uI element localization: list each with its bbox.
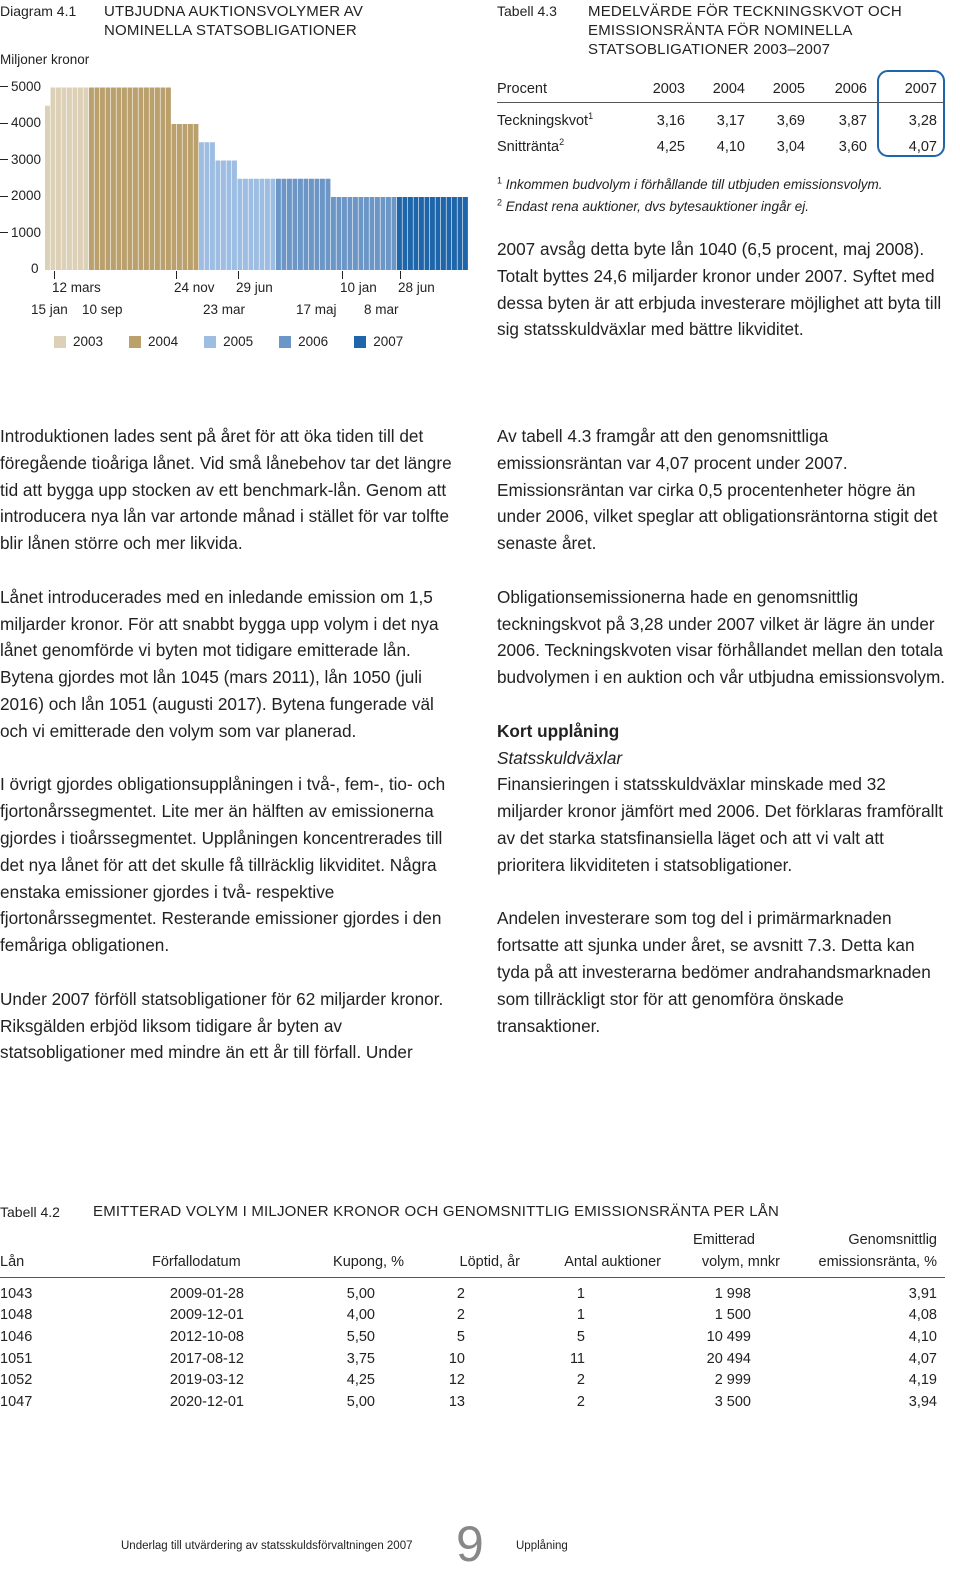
bar-2006: [386, 197, 391, 270]
table42-cell: 1047: [0, 1393, 33, 1410]
table42-cell: 4,07: [908, 1350, 937, 1367]
bar-2005: [227, 161, 232, 271]
table43-header-cell: Procent: [497, 81, 547, 97]
bar-2004: [177, 124, 182, 270]
table42-cell: 5: [576, 1328, 585, 1345]
legend-label: 2006: [298, 334, 329, 349]
x-tick-label: 28 jun: [398, 280, 435, 295]
bar-2006: [348, 197, 353, 270]
bar-2007: [425, 197, 430, 270]
legend-label: 2004: [148, 334, 179, 349]
footnote-text: Endast rena auktioner, dvs bytesauktioner ingår ej.: [505, 199, 809, 214]
y-tick-label: 0: [31, 261, 39, 276]
page-number: 9: [456, 1516, 484, 1572]
bar-2004: [111, 88, 116, 271]
legend-item: [129, 334, 178, 349]
table42-cell: 2019-03-12: [169, 1372, 244, 1389]
bar-2007: [452, 197, 457, 270]
bar-2007: [397, 197, 402, 270]
table42: [0, 1283, 945, 1413]
table42-header-cell: Antal auktioner: [564, 1254, 661, 1270]
table43-footnotes: [497, 174, 882, 218]
bar-2003: [62, 88, 67, 271]
bar-2005: [271, 179, 276, 270]
x-tick-label: 10 jan: [340, 280, 377, 295]
table42-title: EMITTERAD VOLYM I MILJONER KRONOR OCH GENOMSNITTLIG EMISSIONSRÄNTA PER LÅN: [93, 1203, 779, 1220]
table43-header-cell: 2007: [904, 81, 937, 97]
y-tick-label: 2000: [0, 188, 41, 203]
table42-cell: 2012-10-08: [169, 1328, 244, 1345]
table42-cell: 1: [576, 1307, 585, 1324]
table43-label: Tabell 4.3: [497, 3, 557, 19]
footnote: [497, 174, 882, 196]
diagram-label: Diagram 4.1: [0, 3, 77, 19]
table42-header-top: Genomsnittlig: [848, 1232, 937, 1248]
table42-cell: 2009-12-01: [169, 1307, 244, 1324]
footer-section: Upplåning: [516, 1540, 568, 1552]
bar-2005: [249, 179, 254, 270]
table42-cell: 2009-01-28: [169, 1285, 244, 1302]
legend-label: 2007: [373, 334, 404, 349]
table42-header-cell: Lån: [0, 1254, 25, 1270]
footnote-text: Inkommen budvolym i förhållande till utbjuden emissionsvolym.: [505, 177, 883, 192]
table42-cell: 5,50: [346, 1328, 375, 1345]
table43-title-line: EMISSIONSRÄNTA FÖR NOMINELLA: [588, 22, 853, 39]
table42-cell: 2020-12-01: [169, 1393, 244, 1410]
paragraph: Introduktionen lades sent på året för att öka tiden till det föregående tioåriga lånet. Vid små lånebehov tar det längre tid att bygga upp stocken av ett benchmark-lån. Genom att introducera nya lån var artonde månad i stället för var tolfte blir lånen större och mer likvida.: [0, 426, 452, 554]
bar-2003: [78, 88, 83, 271]
table43-header-cell: 2003: [652, 81, 685, 97]
table43-cell: 3,60: [838, 139, 867, 155]
bar-2006: [342, 197, 347, 270]
bar-2006: [359, 197, 364, 270]
legend-item: [54, 334, 103, 349]
table43: [497, 76, 937, 160]
right-top-paragraph: 2007 avsåg detta byte lån 1040 (6,5 procent, maj 2008). Totalt byttes 24,6 miljarder kronor under 2007. Syftet med dessa byten är att erbjuda investerare möjlighet att byta till sig statsskuldväxlar med bättre likviditet.: [497, 239, 942, 340]
bar-2007: [419, 197, 424, 270]
table43-row: [497, 108, 937, 134]
section-heading: Kort upplåning: [497, 720, 620, 741]
table42-cell: 4,00: [346, 1307, 375, 1324]
table42-cell: 10 499: [706, 1328, 751, 1345]
bar-2006: [392, 197, 397, 270]
table43-header-cell: 2004: [712, 81, 745, 97]
x-tick-mark: [238, 271, 239, 279]
table42-cell: 2: [576, 1393, 585, 1410]
bar-2004: [155, 88, 160, 271]
paragraph: Under 2007 förföll statsobligationer för 62 miljarder kronor. Riksgälden erbjöd liksom tidigare år byten av statsobligationer med mindre än ett år till förfall. Under: [0, 988, 444, 1063]
table42-header: [0, 1232, 945, 1278]
footnote-marker: 2: [559, 137, 565, 148]
paragraph: Andelen investerare som tog del i primärmarknaden fortsatte att sjunka under året, se avsnitt 7.3. Detta kan tyda på att investerarna bedömer andrahandsmarknaden som tillräckligt stor för att genomföra önskade transaktioner.: [497, 908, 931, 1036]
legend-swatch: [54, 336, 66, 348]
table42-cell: 13: [448, 1393, 465, 1410]
bar-2003: [45, 106, 50, 270]
table43-row-label: [497, 134, 627, 160]
bar-2005: [199, 142, 204, 270]
row-label-text: Snittränta: [497, 139, 560, 155]
table42-cell: 4,19: [908, 1372, 937, 1389]
table43-header-cell: 2005: [772, 81, 805, 97]
section-subheading: Statsskuldväxlar: [497, 747, 623, 768]
bar-2004: [117, 88, 122, 271]
table43-cell: 4,10: [716, 139, 745, 155]
x-tick-label: 8 mar: [364, 302, 399, 317]
table42-label: Tabell 4.2: [0, 1204, 60, 1220]
y-tick-label: 3000: [0, 152, 41, 167]
y-tick-label: 4000: [0, 115, 41, 130]
bar-2007: [408, 197, 413, 270]
bar-2004: [188, 124, 193, 270]
table43-header-row: [497, 76, 937, 102]
paragraph: Av tabell 4.3 framgår att den genomsnittliga emissionsräntan var 4,07 procent under 2007. Emissionsräntan var cirka 0,5 procentenheter högre än under 2006, vilket speglar att obligationsräntorna stigit det senaste året.: [497, 426, 938, 554]
bar-2004: [128, 88, 133, 271]
table42-cell: 3,91: [908, 1285, 937, 1302]
table42-header-cell: Löptid, år: [459, 1254, 520, 1270]
bar-2004: [161, 88, 166, 271]
footnote-marker: 1: [588, 111, 594, 122]
bar-2004: [95, 88, 100, 271]
table43-cell: 3,69: [776, 113, 805, 129]
bar-2005: [260, 179, 265, 270]
diagram-unit: Miljoner kronor: [0, 52, 90, 67]
table42-cell: 5: [456, 1328, 465, 1345]
bar-2005: [243, 179, 248, 270]
table43-cell: 3,17: [716, 113, 745, 129]
bar-2007: [436, 197, 441, 270]
bar-2007: [414, 197, 419, 270]
table42-cell: 3 500: [714, 1393, 751, 1410]
bar-2006: [375, 197, 380, 270]
bar-2004: [133, 88, 138, 271]
x-tick-label: 12 mars: [52, 280, 101, 295]
table42-cell: 1052: [0, 1372, 33, 1389]
bar-2005: [265, 179, 270, 270]
bar-2006: [298, 179, 303, 270]
table42-cell: 1051: [0, 1350, 33, 1367]
bar-2003: [73, 88, 78, 271]
bar-2006: [381, 197, 386, 270]
left-column: [0, 423, 452, 1066]
x-tick-mark: [400, 271, 401, 279]
bar-2004: [144, 88, 149, 271]
bar-2006: [309, 179, 314, 270]
x-tick-label: 17 maj: [296, 302, 337, 317]
bar-2004: [172, 124, 177, 270]
bar-2006: [331, 197, 336, 270]
table42-header-cell: Förfallodatum: [152, 1254, 241, 1270]
table42-row: [0, 1369, 945, 1391]
bar-2003: [84, 88, 89, 271]
bar-2005: [221, 161, 226, 271]
row-label-text: Teckningskvot: [497, 113, 589, 129]
bar-2004: [139, 88, 144, 271]
bar-2006: [293, 179, 298, 270]
bar-2003: [51, 88, 56, 271]
footnote: [497, 196, 882, 218]
bar-2005: [238, 179, 243, 270]
bar-2006: [326, 179, 331, 270]
diagram-title-line: UTBJUDNA AUKTIONSVOLYMER AV: [104, 3, 364, 20]
x-tick-mark: [54, 271, 55, 279]
legend-swatch: [279, 336, 291, 348]
bar-2006: [276, 179, 281, 270]
bar-2006: [353, 197, 358, 270]
table42-row: [0, 1326, 945, 1348]
table43-cell: 4,07: [908, 139, 937, 155]
bar-2004: [150, 88, 155, 271]
bar-2005: [254, 179, 259, 270]
bar-2004: [122, 88, 127, 271]
bar-2007: [463, 197, 468, 270]
bar-2007: [430, 197, 435, 270]
x-tick-label: 15 jan: [31, 302, 68, 317]
x-tick-mark: [342, 271, 343, 279]
table42-divider: [0, 1277, 945, 1278]
bar-2006: [364, 197, 369, 270]
legend-swatch: [354, 336, 366, 348]
table42-cell: 3,94: [908, 1393, 937, 1410]
table43-cell: 4,25: [656, 139, 685, 155]
table42-cell: 5,00: [346, 1285, 375, 1302]
table42-cell: 1 500: [714, 1307, 751, 1324]
paragraph: Lånet introducerades med en inledande emission om 1,5 miljarder kronor. För att snabbt bygga upp volym i det nya lånet genomförde vi byten mot tidigare emitterade lån. Bytena gjordes mot lån 1045 (mars 2011), lån 1050 (juli 2016) och lån 1051 (augusti 2017). Bytena fungerade väl och vi emitterade den volym som var planerad.: [0, 586, 439, 741]
table42-cell: 5,00: [346, 1393, 375, 1410]
bar-2007: [458, 197, 463, 270]
table43-title-line: STATSOBLIGATIONER 2003–2007: [588, 41, 831, 58]
bar-2005: [210, 142, 215, 270]
paragraph: Obligationsemissionerna hade en genomsnittlig teckningskvot på 3,28 under 2007 vilket är lägre än under 2006. Teckningskvoten visar förhållandet mellan den totala budvolymen i en auktion och vår utbjudna emissionsvolym.: [497, 586, 946, 688]
x-tick-label: 10 sep: [82, 302, 123, 317]
bar-2004: [166, 88, 171, 271]
table42-header-top: Emitterad: [692, 1232, 755, 1248]
table42-cell: 4,10: [908, 1328, 937, 1345]
bar-2005: [216, 161, 221, 271]
table43-cell: 3,16: [656, 113, 685, 129]
table42-cell: 1046: [0, 1328, 33, 1345]
bar-2005: [205, 142, 210, 270]
y-tick-label: 5000: [0, 79, 41, 94]
table43-header-cell: 2006: [834, 81, 867, 97]
y-tick-label: 1000: [0, 225, 41, 240]
legend-label: 2003: [73, 334, 104, 349]
table42-row: [0, 1305, 945, 1327]
footnote-number: 1: [497, 175, 503, 186]
bar-2006: [304, 179, 309, 270]
x-tick-label: 24 nov: [174, 280, 215, 295]
table42-cell: 1: [576, 1285, 585, 1302]
bar-2007: [403, 197, 408, 270]
table42-row: [0, 1283, 945, 1305]
table43-row-label: [497, 108, 627, 134]
bar-2006: [370, 197, 375, 270]
table42-cell: 10: [448, 1350, 465, 1367]
bar-2006: [337, 197, 342, 270]
table42-cell: 11: [569, 1350, 585, 1367]
bar-2006: [287, 179, 292, 270]
footer-title: Underlag till utvärdering av statsskuldsförvaltningen 2007: [121, 1540, 413, 1552]
table42-cell: 1 998: [714, 1285, 751, 1302]
table42-cell: 2: [456, 1285, 465, 1302]
bar-2006: [315, 179, 320, 270]
table42-cell: 12: [448, 1372, 465, 1389]
bar-2004: [106, 88, 111, 271]
bar-2004: [183, 124, 188, 270]
x-tick-label: 23 mar: [203, 302, 246, 317]
legend-item: [279, 334, 328, 349]
table42-cell: 1043: [0, 1285, 33, 1302]
footnote-number: 2: [497, 197, 503, 208]
paragraph: I övrigt gjordes obligationsupplåningen i två-, fem-, tio- och fjortonårssegmentet. Lite mer än hälften av emissionerna gjordes i tioårssegmentet. Upplåningen koncentrerades till det nya lånet för att det skulle få tillräcklig likviditet. Några enstaka emissioner gjordes i två- respektive fjortonårssegmentet. Resterande emissioner gjordes i den femåriga obligationen.: [0, 774, 446, 956]
bar-chart: [0, 0, 480, 285]
table42-cell: 2: [456, 1307, 465, 1324]
table43-cell: 3,87: [838, 113, 867, 129]
bar-2003: [56, 88, 61, 271]
legend-swatch: [204, 336, 216, 348]
bar-2004: [100, 88, 105, 271]
legend-label: 2005: [223, 334, 254, 349]
x-tick-label: 29 jun: [236, 280, 273, 295]
bar-2003: [67, 88, 72, 271]
table43-cell: 3,04: [776, 139, 805, 155]
diagram-title-line: NOMINELLA STATSOBLIGATIONER: [104, 22, 357, 39]
table42-cell: 2: [576, 1372, 585, 1389]
x-tick-mark: [176, 271, 177, 279]
bar-2007: [447, 197, 452, 270]
table42-header-cell: emissionsränta, %: [818, 1254, 937, 1270]
table42-row: [0, 1391, 945, 1413]
bar-2006: [320, 179, 325, 270]
table42-cell: 3,75: [346, 1350, 375, 1367]
table42-cell: 2 999: [714, 1372, 751, 1389]
table42-cell: 2017-08-12: [169, 1350, 244, 1367]
paragraph: Finansieringen i statsskuldväxlar minskade med 32 miljarder kronor jämfört med 2006. Det förklaras framförallt av det starka statsfinansiella läget och att vi valt att prioritera likviditeten i statsobligationer.: [497, 774, 944, 875]
table43-title: [588, 2, 948, 59]
bar-2004: [194, 124, 199, 270]
table42-cell: 1048: [0, 1307, 33, 1324]
table42-cell: 4,08: [908, 1307, 937, 1324]
table42-row: [0, 1348, 945, 1370]
bar-2006: [282, 179, 287, 270]
bar-2007: [441, 197, 446, 270]
bar-2005: [232, 161, 237, 271]
chart-legend: [54, 334, 429, 349]
right-column: [497, 423, 949, 1039]
table42-cell: 20 494: [706, 1350, 751, 1367]
legend-item: [354, 334, 403, 349]
table43-title-line: MEDELVÄRDE FÖR TECKNINGSKVOT OCH: [588, 3, 902, 20]
legend-swatch: [129, 336, 141, 348]
legend-item: [204, 334, 253, 349]
table43-row: [497, 134, 937, 160]
table42-cell: 4,25: [346, 1372, 375, 1389]
bar-2004: [89, 88, 94, 271]
table42-header-cell: Kupong, %: [333, 1254, 404, 1270]
table42-header-cell: volym, mnkr: [701, 1254, 780, 1270]
table43-cell: 3,28: [908, 113, 937, 129]
